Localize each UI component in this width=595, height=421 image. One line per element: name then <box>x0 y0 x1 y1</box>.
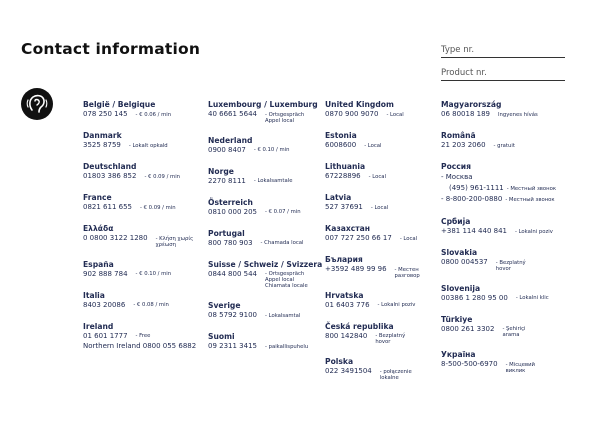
phone-line <box>325 367 439 381</box>
contact-entry <box>441 217 556 236</box>
phone-line <box>208 342 322 351</box>
country-name: Sverige <box>208 301 241 310</box>
rate-note: - Bezplatný hovor <box>495 259 526 272</box>
rate-note: - € 0.10 / min <box>135 271 172 277</box>
contact-entry <box>83 322 200 351</box>
rate-note: - € 0.10 / min <box>253 147 290 153</box>
country-name: Nederland <box>208 135 253 145</box>
phone-number: 0800 004537 <box>441 258 488 266</box>
phone-line <box>83 234 200 248</box>
phone-line <box>325 234 439 243</box>
country-name: Ελλάδα <box>83 224 114 233</box>
phone-line <box>83 172 200 181</box>
rate-note: Ingyenes hívás <box>498 111 538 118</box>
phone-line-extra: Northern Ireland 0800 055 6882 <box>83 341 197 350</box>
phone-line <box>83 203 200 212</box>
rate-note: - Chamada local <box>260 240 304 246</box>
phone-line <box>441 258 556 272</box>
support-logo-icon <box>21 88 53 120</box>
rate-note: - Lokalsamtal <box>265 312 301 319</box>
contact-entry <box>208 136 322 155</box>
rate-note: - Local <box>370 204 389 211</box>
country-name: Italia <box>83 290 105 300</box>
rate-note: - € 0.06 / min <box>135 111 172 118</box>
phone-line <box>208 208 322 217</box>
country-name: Türkiye <box>441 314 473 324</box>
phone-line <box>83 270 200 279</box>
rate-note: - Local <box>364 142 382 149</box>
rate-note: - € 0.09 / min <box>144 173 181 180</box>
country-name: Estonia <box>325 131 357 140</box>
contact-entry <box>441 100 556 119</box>
rate-note: - € 0.08 / min <box>133 302 169 308</box>
country-name: Казахстан <box>325 224 371 233</box>
contact-entry <box>441 248 556 272</box>
phone-number: 09 2311 3415 <box>208 342 257 350</box>
contact-entry <box>208 301 322 320</box>
country-name: Portugal <box>208 228 245 238</box>
contact-entry <box>83 193 200 212</box>
rate-note: - Місцевий виклик <box>505 361 535 374</box>
phone-line <box>208 146 322 155</box>
country-name: Österreich <box>208 197 253 207</box>
rate-note: - Местный звонок <box>506 186 557 192</box>
contact-entry <box>441 162 556 205</box>
rate-note: - € 0.09 / min <box>140 204 176 211</box>
country-name: Luxembourg / Luxemburg <box>208 100 318 109</box>
country-name: Suisse / Schweiz / Svizzera <box>208 259 323 269</box>
phone-number: 800 142840 <box>325 331 368 340</box>
phone-number: 902 888 784 <box>83 269 128 278</box>
phone-number: 3525 8759 <box>83 141 121 149</box>
contact-entry <box>83 260 200 279</box>
phone-number: 08 5792 9100 <box>208 311 257 319</box>
contact-entry <box>325 255 439 279</box>
phone-number: 67228896 <box>325 172 361 180</box>
phone-number: 0821 611 655 <box>83 203 132 211</box>
phone-line <box>441 172 556 183</box>
phone-line <box>83 110 200 119</box>
phone-number: 6008600 <box>325 141 357 149</box>
country-name: France <box>83 193 112 202</box>
phone-number: 527 37691 <box>325 203 363 211</box>
rate-note: - Κλήση χωρίς χρέωση <box>155 235 194 248</box>
phone-line <box>441 110 556 119</box>
rate-note: - Lokalni poziv <box>377 302 416 308</box>
phone-number: 00386 1 280 95 00 <box>441 293 508 302</box>
phone-line <box>208 270 322 290</box>
rate-note: - Bezplatný hovor <box>375 333 406 345</box>
rate-note: - paikallispuhelu <box>265 343 309 350</box>
country-name: Бълария <box>325 255 363 264</box>
phone-number: 078 250 145 <box>83 110 128 118</box>
contact-entry <box>208 167 322 186</box>
phone-line <box>208 311 322 320</box>
phone-number: 022 3491504 <box>325 367 372 375</box>
phone-line <box>208 177 322 186</box>
phone-line <box>208 110 322 124</box>
contact-column-2 <box>208 100 322 363</box>
phone-line <box>83 332 200 341</box>
phone-number: 21 203 2060 <box>441 141 486 149</box>
contact-entry <box>208 260 322 290</box>
phone-number: 2270 8111 <box>208 176 246 185</box>
page-title: Contact information <box>21 40 201 58</box>
rate-note: - Ortsgespräch Appel local <box>265 111 305 124</box>
phone-number: (495) 961-1111 <box>449 184 504 192</box>
phone-line <box>208 239 322 248</box>
rate-note: - Ortsgespräch Appel local Chiamata locale <box>265 271 308 289</box>
country-name: Suomi <box>208 332 235 341</box>
phone-number: 0870 900 9070 <box>325 110 379 118</box>
phone-line <box>441 227 556 236</box>
country-name: United Kingdom <box>325 100 394 109</box>
product-number-field[interactable]: Product nr. <box>441 68 565 81</box>
contact-entry <box>208 229 322 248</box>
country-name: Românã <box>441 131 476 140</box>
contact-entry <box>441 315 556 339</box>
rate-note: - Lokalsamtale <box>253 178 293 184</box>
phone-number: - 8-800-200-0880 <box>441 195 503 203</box>
rate-note: - gratuit <box>493 142 515 149</box>
country-name: Deutschland <box>83 162 137 171</box>
rate-note: - Free <box>135 333 151 339</box>
rate-note: - Local <box>399 235 418 242</box>
contact-entry <box>441 131 556 150</box>
phone-line <box>441 360 556 374</box>
country-name: Србија <box>441 217 471 226</box>
rate-note: - Local <box>368 173 386 180</box>
phone-number: - Москва <box>441 173 473 181</box>
country-name: Česká republika <box>325 321 394 331</box>
country-name: Россия <box>441 162 471 171</box>
phone-number: 0800 261 3302 <box>441 324 495 333</box>
phone-number: 8-500-500-6970 <box>441 360 498 368</box>
phone-line <box>325 141 439 150</box>
contact-entry <box>325 162 439 181</box>
rate-note: - Lokalt opkald <box>128 142 168 149</box>
phone-number: 0810 000 205 <box>208 207 257 216</box>
phone-number: 01 6403 776 <box>325 300 370 309</box>
rate-note: - Местный звонок <box>505 197 555 203</box>
rate-note: - Lokalni poziv <box>514 228 553 235</box>
phone-number: 06 80018 189 <box>441 110 490 118</box>
country-name: España <box>83 259 114 269</box>
phone-number: 8403 20086 <box>83 300 126 309</box>
phone-number: 800 780 903 <box>208 238 253 247</box>
country-name: Norge <box>208 166 234 176</box>
country-name: Ireland <box>83 321 114 331</box>
contact-entry <box>325 131 439 150</box>
phone-line <box>441 194 556 205</box>
contact-entry <box>325 100 439 119</box>
phone-line <box>83 301 200 310</box>
rate-note: - € 0.07 / min <box>265 209 301 215</box>
contact-entry <box>441 284 556 303</box>
country-name: Latvia <box>325 193 352 202</box>
country-name: Polska <box>325 357 354 366</box>
contact-entry <box>83 224 200 248</box>
phone-line <box>441 294 556 303</box>
rate-note: - Şehiriçi arama <box>502 326 526 338</box>
rate-note: - Local <box>386 111 404 118</box>
phone-number: 0844 800 544 <box>208 269 257 278</box>
contact-entry <box>325 193 439 212</box>
contact-entry <box>83 162 200 181</box>
phone-line <box>441 141 556 150</box>
phone-number: +3592 489 99 96 <box>325 265 387 273</box>
phone-line <box>441 325 556 339</box>
rate-note: - połączenie lokalne <box>379 368 412 381</box>
phone-line <box>325 203 439 212</box>
country-name: Slovenija <box>441 283 481 293</box>
phone-number: 01803 386 852 <box>83 172 137 180</box>
phone-number: 007 727 250 66 17 <box>325 234 392 242</box>
contact-entry <box>83 100 200 119</box>
country-name: Magyarország <box>441 100 502 109</box>
phone-number: 01 601 1777 <box>83 331 128 340</box>
contact-entry <box>325 291 439 310</box>
phone-number: 0 0800 3122 1280 <box>83 234 148 242</box>
contact-entry <box>325 224 439 243</box>
phone-line <box>83 141 200 150</box>
country-name: Slovakia <box>441 248 478 257</box>
phone-line <box>325 172 439 181</box>
contact-entry <box>83 291 200 310</box>
country-name: Hrvatska <box>325 290 364 300</box>
phone-line <box>325 332 439 346</box>
rate-note: - Местен разговор <box>394 266 420 279</box>
phone-line <box>325 265 439 279</box>
contact-entry <box>208 332 322 351</box>
contact-column-1 <box>83 100 200 363</box>
contact-entry <box>83 131 200 150</box>
country-name: België / Belgique <box>83 100 156 109</box>
contact-entry <box>441 350 556 374</box>
phone-number: 40 6661 5644 <box>208 110 257 118</box>
country-name: Danmark <box>83 131 122 140</box>
rate-note: - Lokalni klic <box>515 295 549 301</box>
phone-line <box>441 183 556 194</box>
phone-number: +381 114 440 841 <box>441 227 507 235</box>
phone-line <box>325 301 439 310</box>
contact-entry <box>208 198 322 217</box>
contact-entry <box>208 100 322 124</box>
contact-column-4 <box>441 100 556 386</box>
contact-entry <box>325 357 439 381</box>
phone-number: 0900 8407 <box>208 145 246 154</box>
country-name: Україна <box>441 350 476 359</box>
contact-entry <box>325 322 439 346</box>
phone-line <box>325 110 439 119</box>
type-number-field[interactable]: Type nr. <box>441 45 565 58</box>
contact-column-3 <box>325 100 439 393</box>
country-name: Lithuania <box>325 162 366 171</box>
